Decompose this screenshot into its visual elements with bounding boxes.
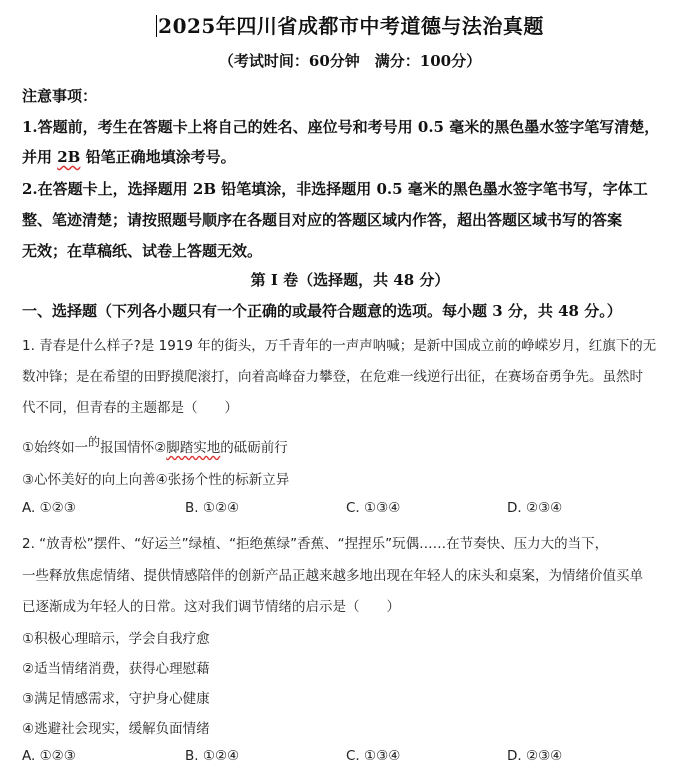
section-title: 第 I 卷（选择题，共 48 分） <box>250 271 450 289</box>
q1-options-row-1 <box>22 436 288 456</box>
q1-line-3: 代不同，但青春的主题都是（ ） <box>22 400 238 416</box>
note-line-2a: 2.在答题卡上，选择题用 2B 铅笔填涂，非选择题用 0.5 毫米的黑色墨水签字笔书写，字体工 <box>22 180 648 198</box>
q1-opt1-c: 的砥砺前行 <box>220 440 288 456</box>
q2-line-1: 2. “放青松”摆件、“好运兰”绿植、“拒绝蕉绿”香蕉、“捏捏乐”玩偶……在节奏快、压力大的当下， <box>22 536 609 552</box>
q2-choice-a: A. ①②③ <box>22 748 76 764</box>
note-line-2b: 整、笔迹清楚；请按照题号顺序在各题目对应的答题区域内作答，超出答题区域书写的答案 <box>22 211 623 229</box>
part-title: 一、选择题（下列各小题只有一个正确的或最符合题意的选项。每小题 3 分，共 48 分。） <box>22 302 622 320</box>
q2-choice-d: D. ②③④ <box>507 748 563 764</box>
q2-option-4: ④逃避社会现实，缓解负面情绪 <box>22 721 210 737</box>
q2-choice-b: B. ①②④ <box>185 748 240 764</box>
notes-heading: 注意事项： <box>22 87 98 105</box>
note-line-1a: 1.答题前，考生在答题卡上将自己的姓名、座位号和考号用 0.5 毫米的黑色墨水签字笔写清楚， <box>22 118 660 136</box>
text-cursor <box>156 15 157 37</box>
exam-title <box>0 10 700 39</box>
q2-line-2: 一些释放焦虑情绪、提供情感陪伴的创新产品正越来越多地出现在年轻人的床头和桌案，为情绪价值买单 <box>22 568 643 584</box>
q1-opt1-underlined: 脚踏实地 <box>166 440 221 456</box>
note-line-1b <box>22 146 236 167</box>
exam-subtitle: （考试时间：60分钟 满分：100分） <box>218 52 482 70</box>
q2-line-3: 已逐渐成为年轻人的日常。这对我们调节情绪的启示是（ ） <box>22 599 400 615</box>
q1-choice-b: B. ①②④ <box>185 500 240 516</box>
q2-option-3: ③满足情感需求，守护身心健康 <box>22 691 210 707</box>
note-line-1b-post: 铅笔正确地填涂考号。 <box>80 148 236 166</box>
exam-title-text: 2025年四川省成都市中考道德与法治真题 <box>158 14 544 38</box>
q1-choice-c: C. ①③④ <box>346 500 401 516</box>
q1-choice-a: A. ①②③ <box>22 500 76 516</box>
q1-line-1: 1. 青春是什么样子?是 1919 年的街头，万千青年的一声声呐喊；是新中国成立前的峥嵘岁月，红旗下的无 <box>22 338 657 354</box>
note-line-1b-spell: 2B <box>57 148 81 166</box>
q1-opt1-a: ①始终如一 <box>22 440 89 456</box>
q1-line-2: 数冲锋；是在希望的田野摸爬滚打，向着高峰奋力攀登，在危难一线逆行出征，在赛场奋勇争先。虽然时 <box>22 369 643 385</box>
q2-choice-c: C. ①③④ <box>346 748 401 764</box>
q2-option-1: ①积极心理暗示，学会自我疗愈 <box>22 631 210 647</box>
q1-choice-d: D. ②③④ <box>507 500 563 516</box>
note-line-1b-pre: 并用 <box>22 148 58 166</box>
note-line-2c: 无效；在草稿纸、试卷上答题无效。 <box>22 242 263 260</box>
q1-opt1-b: 报国情怀② <box>100 440 167 456</box>
q1-opt1-sup: 的 <box>88 435 101 449</box>
q1-options-row-2: ③心怀美好的向上向善④张扬个性的标新立异 <box>22 472 290 488</box>
q2-option-2: ②适当情绪消费，获得心理慰藉 <box>22 661 210 677</box>
